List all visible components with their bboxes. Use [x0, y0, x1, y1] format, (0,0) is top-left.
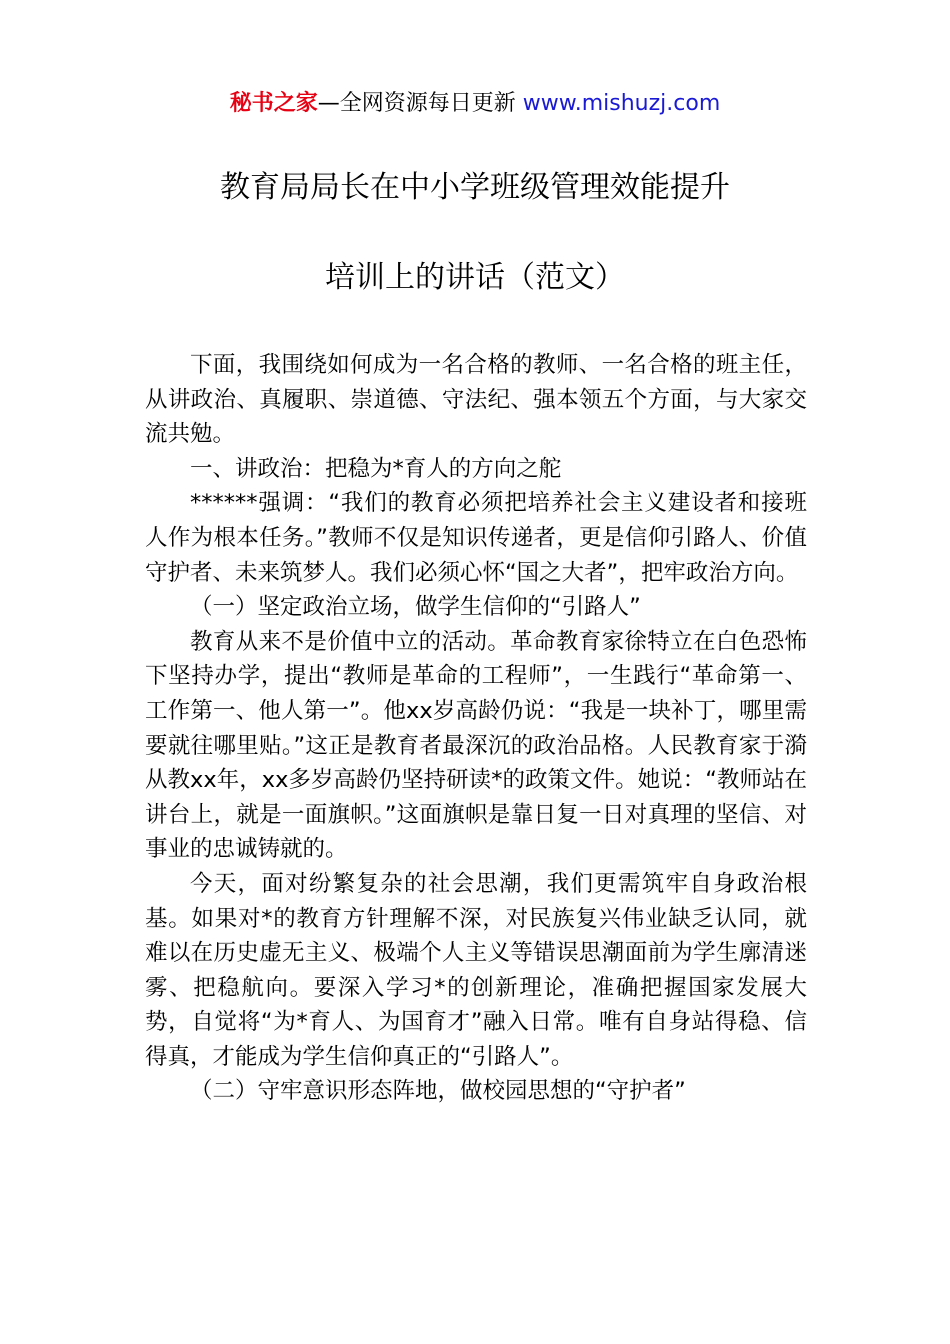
section-heading-1: 一、讲政治：把稳为*育人的方向之舵 [190, 455, 562, 482]
site-url[interactable]: www.mishuzj.com [522, 91, 721, 116]
site-header [0, 88, 950, 120]
paragraph-history: 教育从来不是价值中立的活动。革命教育家徐特立在白色恐怖下坚持办学，提出“教师是革命的工程师”，一生践行“革命第一、工作第一、他人第一”。他xx岁高龄仍说：“我是一块补丁，哪里需要就往哪里贴。”这正是教育者最深沉的政治品格。人民教育家于漪从教xx年，xx多岁高龄仍坚持研读*的政策文件。她说：“教师站在讲台上，就是一面旗帜。”这面旗帜是靠日复一日对真理的坚信、对事业的忠诚铸就的。 [145, 628, 807, 863]
subsection-heading-2: （二）守牢意识形态阵地，做校园思想的“守护者” [190, 1078, 686, 1105]
site-brand: 秘书之家 [229, 91, 318, 116]
paragraph-today: 今天，面对纷繁复杂的社会思潮，我们更需筑牢自身政治根基。如果对*的教育方针理解不深，对民族复兴伟业缺乏认同，就难以在历史虚无主义、极端个人主义等错误思潮面前为学生廓清迷雾、把稳航向。要深入学习*的创新理论，准确把握国家发展大势，自觉将“为*育人、为国育才”融入日常。唯有自身站得稳、信得真，才能成为学生信仰真正的“引路人”。 [145, 870, 807, 1070]
document-title-line-2: 培训上的讲话（范文） [325, 260, 625, 295]
paragraph-intro: 下面，我围绕如何成为一名合格的教师、一名合格的班主任，从讲政治、真履职、崇道德、守法纪、强本领五个方面，与大家交流共勉。 [145, 352, 807, 448]
site-tagline: —全网资源每日更新 [317, 91, 523, 116]
paragraph-quote: ******强调：“我们的教育必须把培养社会主义建设者和接班人作为根本任务。”教师不仅是知识传递者，更是信仰引路人、价值守护者、未来筑梦人。我们必须心怀“国之大者”，把牢政治方向。 [145, 490, 807, 586]
document-body [145, 348, 807, 1109]
document-title-line-1: 教育局局长在中小学班级管理效能提升 [220, 170, 730, 205]
subsection-heading-1: （一）坚定政治立场，做学生信仰的“引路人” [190, 594, 641, 621]
